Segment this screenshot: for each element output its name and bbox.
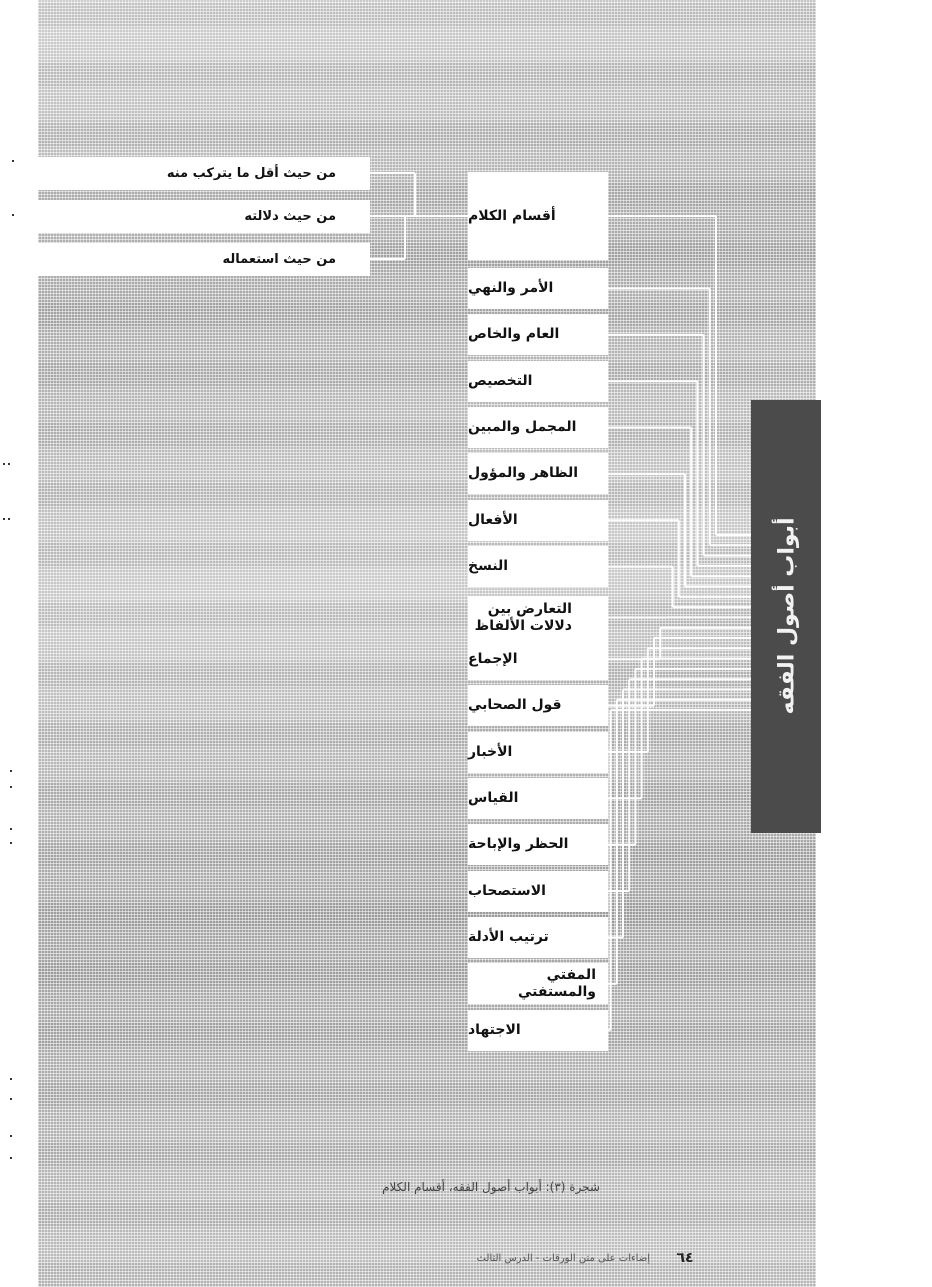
- scan-speck: [10, 770, 12, 772]
- chapter-label: النسخ: [468, 558, 509, 575]
- scan-speck: [12, 160, 14, 162]
- chapter-box: [468, 596, 608, 639]
- chapter-label: الاستصحاب: [468, 882, 546, 899]
- chapter-box: [468, 778, 608, 819]
- chapter-label: الأخبار: [468, 743, 513, 760]
- sub-label: من حيث أقل ما يتركب منه: [166, 166, 336, 181]
- chapter-box: [468, 917, 608, 958]
- scan-speck: [8, 463, 10, 465]
- chapter-label: المفتي والمستفتي: [517, 966, 596, 1000]
- chapter-box: [468, 824, 608, 865]
- chapter-box: [468, 361, 608, 402]
- scan-speck: [10, 1135, 12, 1137]
- scan-speck: [10, 786, 12, 788]
- chapter-box: [468, 963, 608, 1004]
- chapter-label: المجمل والمبين: [468, 419, 577, 436]
- scan-speck: [10, 1078, 12, 1080]
- chapter-label: ترتيب الأدلة: [468, 928, 549, 945]
- sub-box: [38, 243, 370, 276]
- chapter-label: قول الصحابي: [468, 697, 562, 714]
- figure-caption: شجرة (٣): أبواب أصول الفقه، أقسام الكلام: [382, 1180, 600, 1194]
- scan-speck: [12, 214, 14, 216]
- chapter-label: القياس: [468, 789, 519, 806]
- sub-label: من حيث دلالته: [244, 209, 336, 224]
- scan-speck: [10, 842, 12, 844]
- chapter-box: [468, 172, 608, 260]
- sub-box: [38, 200, 370, 233]
- chapter-box: [468, 546, 608, 587]
- chapter-label: الأفعال: [468, 511, 518, 528]
- chapter-label: الأمر والنهي: [468, 280, 554, 296]
- root-node: [751, 400, 821, 833]
- chapter-box: [468, 732, 608, 773]
- chapter-label: الإجماع: [468, 650, 518, 667]
- chapter-label: التخصيص: [468, 372, 533, 389]
- sub-label: من حيث استعماله: [222, 252, 336, 267]
- chapter-box: [468, 639, 608, 680]
- page-number: ٦٤: [676, 1250, 694, 1266]
- chapter-label: الظاهر والمؤول: [468, 465, 579, 482]
- scan-speck: [3, 463, 5, 465]
- chapter-box: [468, 268, 608, 309]
- chapter-box: [468, 407, 608, 448]
- chapter-label: العام والخاص: [468, 326, 560, 343]
- chapter-box: [468, 685, 608, 726]
- chapter-box: [468, 871, 608, 912]
- footer-text: إضاءات على متن الورقات - الدرس الثالث: [476, 1253, 650, 1264]
- chapter-label: أقسام الكلام: [468, 207, 556, 224]
- scan-speck: [8, 518, 10, 520]
- chapter-box: [468, 453, 608, 494]
- chapter-label: الاجتهاد: [468, 1021, 521, 1038]
- chapter-label: الحظر والإباحة: [468, 836, 569, 853]
- root-label: أبواب أصول الفقه: [774, 517, 799, 715]
- chapter-label: التعارض بين دلالات الألفاظ: [474, 600, 572, 634]
- scan-speck: [10, 1098, 12, 1100]
- scan-speck: [10, 1157, 12, 1159]
- chapter-box: [468, 500, 608, 541]
- chapter-box: [468, 1010, 608, 1051]
- chapter-box: [468, 314, 608, 355]
- scan-speck: [10, 828, 12, 830]
- scan-speck: [3, 518, 5, 520]
- sub-box: [38, 157, 370, 190]
